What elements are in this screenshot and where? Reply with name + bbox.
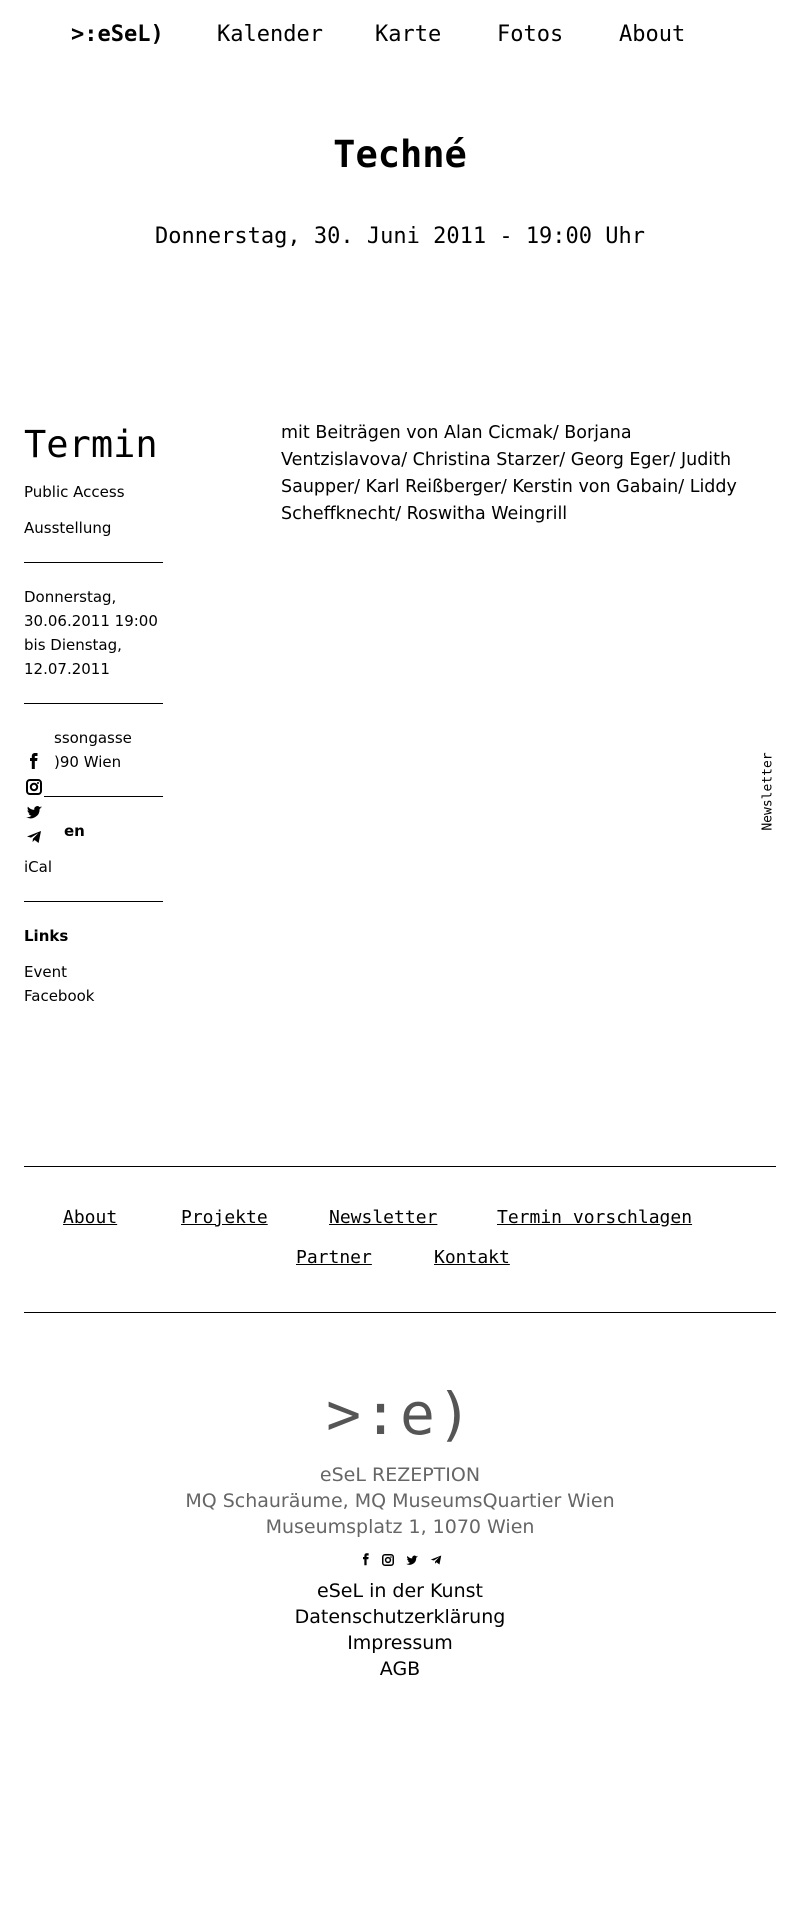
newsletter-side-tab[interactable] xyxy=(756,754,780,838)
address-line: MQ Schauräume, MQ MuseumsQuartier Wien xyxy=(185,1490,615,1512)
facebook-icon[interactable] xyxy=(358,1551,374,1569)
date-range-line: 12.07.2011 xyxy=(24,660,110,678)
social-icons-floating xyxy=(24,750,44,850)
nav-kalender[interactable]: Kalender xyxy=(217,22,323,47)
twitter-icon[interactable] xyxy=(24,800,44,824)
links-heading: Links xyxy=(24,927,69,945)
address-line: Museumsplatz 1, 1070 Wien xyxy=(265,1516,535,1538)
link-esel-in-der-kunst[interactable]: eSeL in der Kunst xyxy=(317,1580,483,1602)
date-range-line: Donnerstag, xyxy=(24,588,117,606)
address-line: ssongasse xyxy=(54,729,132,747)
footer-link-about[interactable]: About xyxy=(63,1207,118,1228)
date-range-line: bis Dienstag, xyxy=(24,636,122,654)
export-heading: en xyxy=(64,822,85,840)
termin-heading: Termin xyxy=(24,423,158,466)
facebook-icon[interactable] xyxy=(24,750,44,774)
twitter-icon[interactable] xyxy=(404,1551,420,1569)
footer-logo: >:e) xyxy=(326,1380,474,1448)
category-ausstellung: Ausstellung xyxy=(24,519,112,537)
ical-link[interactable]: iCal xyxy=(24,858,53,876)
newsletter-tab-label: Newsletter xyxy=(760,752,776,831)
divider xyxy=(24,562,163,563)
event-datetime: Donnerstag, 30. Juni 2011 - 19:00 Uhr xyxy=(154,224,646,249)
event-title: Techné xyxy=(333,133,467,176)
footer-divider xyxy=(24,1312,776,1313)
instagram-icon[interactable] xyxy=(24,775,44,799)
event-description: mit Beiträgen von Alan Cicmak/ Borjana Ventzislavova/ Christina Starzer/ Georg Eger/ Judith Saupper/ Karl Reißberger/ Kerstin von Gabain/ Liddy Scheffknecht/ Roswitha Weingrill xyxy=(281,423,737,524)
footer-link-newsletter[interactable]: Newsletter xyxy=(329,1207,438,1228)
nav-about[interactable]: About xyxy=(619,22,686,47)
link-datenschutz[interactable]: Datenschutzerklärung xyxy=(294,1606,506,1628)
footer-link-kontakt[interactable]: Kontakt xyxy=(434,1247,510,1268)
telegram-icon[interactable] xyxy=(24,825,44,849)
address-line: )90 Wien xyxy=(54,753,122,771)
nav-fotos[interactable]: Fotos xyxy=(497,22,564,47)
telegram-icon[interactable] xyxy=(428,1551,444,1569)
footer-legal-links xyxy=(0,1578,800,1682)
footer-social-icons xyxy=(356,1551,446,1571)
date-range-line: 30.06.2011 19:00 xyxy=(24,612,158,630)
divider xyxy=(24,703,163,704)
divider xyxy=(24,796,163,797)
address-line: eSeL REZEPTION xyxy=(319,1464,481,1486)
instagram-icon[interactable] xyxy=(380,1551,396,1569)
nav-karte[interactable]: Karte xyxy=(375,22,442,47)
termin-sidebar xyxy=(24,420,163,1008)
category-public-access: Public Access xyxy=(24,483,125,501)
top-navigation xyxy=(0,0,800,72)
site-logo[interactable]: >:eSeL) xyxy=(71,22,164,47)
footer-link-partner[interactable]: Partner xyxy=(296,1247,372,1268)
footer-address xyxy=(0,1462,800,1540)
divider xyxy=(24,901,163,902)
link-agb[interactable]: AGB xyxy=(379,1658,421,1680)
link-impressum[interactable]: Impressum xyxy=(347,1632,453,1654)
facebook-link[interactable]: Facebook xyxy=(24,987,95,1005)
footer-divider xyxy=(24,1166,776,1167)
footer-link-termin-vorschlagen[interactable]: Termin vorschlagen xyxy=(497,1207,693,1228)
event-link[interactable]: Event xyxy=(24,963,67,981)
footer-link-projekte[interactable]: Projekte xyxy=(181,1207,268,1228)
